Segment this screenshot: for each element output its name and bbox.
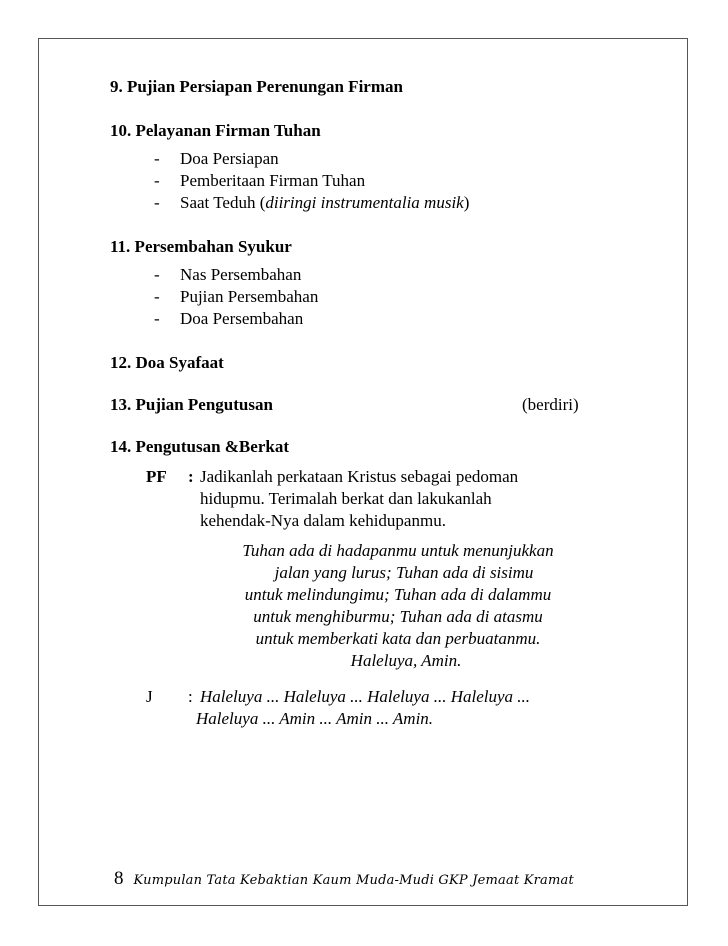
page-footer [114, 868, 574, 890]
list-dash: - [154, 265, 160, 284]
list-dash: - [154, 171, 160, 190]
list-item: - Nas Persembahan [154, 265, 302, 284]
list-item: - Doa Persiapan [154, 149, 279, 168]
j-line: Haleluya ... Haleluya ... Haleluya ... Haleluya ... [200, 687, 531, 706]
j-colon: : [188, 687, 193, 706]
blessing-line: Tuhan ada di hadapanmu untuk menunjukkan [242, 541, 554, 560]
item-12-heading: 12. Doa Syafaat [110, 353, 224, 372]
j-line: Haleluya ... Amin ... Amin ... Amin. [196, 709, 434, 728]
item-9-heading: 9. Pujian Persiapan Perenungan Firman [110, 77, 403, 96]
blessing-line: untuk memberkati kata dan perbuatanmu. [255, 629, 541, 648]
italic-note: diiringi instrumentalia musik [265, 193, 464, 212]
j-label: J [146, 687, 153, 706]
blessing-line: untuk menghiburmu; Tuhan ada di atasmu [253, 607, 543, 626]
blessing-line: jalan yang lurus; Tuhan ada di sisimu [274, 563, 534, 582]
list-dash: - [154, 149, 160, 168]
pf-line: kehendak-Nya dalam kehidupanmu. [200, 511, 446, 530]
pf-label: PF [146, 467, 167, 486]
list-dash: - [154, 287, 160, 306]
page-number: 8 [114, 868, 124, 889]
list-item: - Pujian Persembahan [154, 287, 319, 306]
pf-line: hidupmu. Terimalah berkat dan lakukanlah [200, 489, 492, 508]
list-dash: - [154, 193, 160, 212]
footer-title: Kumpulan Tata Kebaktian Kaum Muda-Mudi GKP Jemaat Kramat [133, 873, 574, 888]
item-11-heading: 11. Persembahan Syukur [110, 237, 292, 256]
list-dash: - [154, 309, 160, 328]
list-item: - Pemberitaan Firman Tuhan [154, 171, 366, 190]
item-13-heading: 13. Pujian Pengutusan [110, 395, 273, 414]
list-item: - Doa Persembahan [154, 309, 304, 328]
pf-colon: : [188, 467, 194, 486]
item-10-heading: 10. Pelayanan Firman Tuhan [110, 121, 321, 140]
posture-note: (berdiri) [522, 395, 579, 414]
list-item: - Saat Teduh (diiringi instrumentalia musik) [154, 193, 470, 212]
blessing-line: Haleluya, Amin. [350, 651, 462, 670]
pf-line: Jadikanlah perkataan Kristus sebagai pedoman [200, 467, 519, 486]
blessing-line: untuk melindungimu; Tuhan ada di dalammu [244, 585, 552, 604]
item-14-heading: 14. Pengutusan &Berkat [110, 437, 289, 456]
